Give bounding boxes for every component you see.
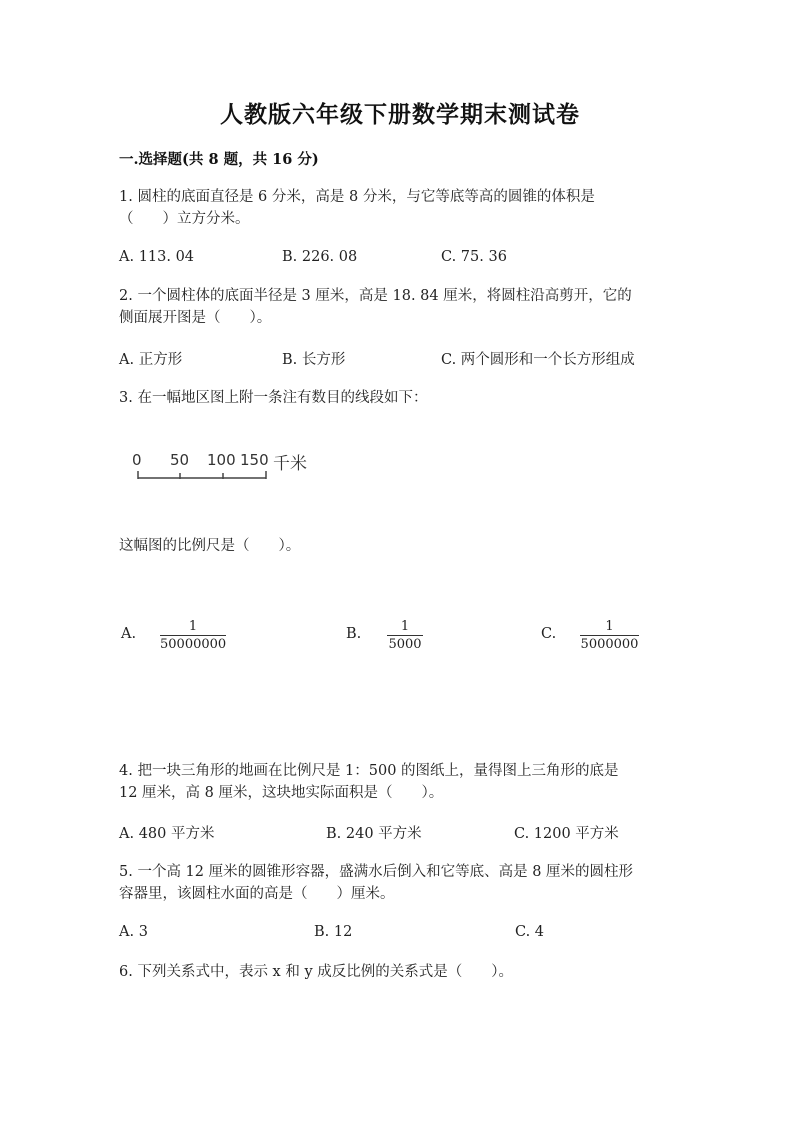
section-heading: 一.选择题(共 8 题，共 16 分): [119, 151, 319, 168]
question-3-follow-text: 这幅图的比例尺是（ ）。: [119, 538, 301, 554]
scale-unit-label: 千米: [273, 454, 307, 474]
question-3-option-c-fraction: [580, 619, 639, 653]
question-1-line-1: 1. 圆柱的底面直径是 6 分米，高是 8 分米，与它等底等高的圆锥的体积是: [119, 189, 595, 205]
question-6-line-1: 6. 下列关系式中，表示 x 和 y 成反比例的关系式是（ ）。: [119, 964, 513, 980]
question-1-line-2: （ ）立方分米。: [119, 211, 250, 227]
scale-tick-label-100: 100: [207, 451, 236, 469]
question-5-line-2: 容器里，该圆柱水面的高是（ ）厘米。: [119, 886, 395, 902]
question-2-line-1: 2. 一个圆柱体的底面半径是 3 厘米，高是 18. 84 厘米，将圆柱沿高剪开，它的: [119, 288, 632, 304]
question-2-option-b: B. 长方形: [282, 352, 346, 368]
scale-tick-label-150: 150: [240, 451, 269, 469]
question-5-option-a: A. 3: [119, 924, 148, 940]
question-1-option-c: C. 75. 36: [441, 249, 507, 265]
question-1-option-a: A. 113. 04: [119, 249, 195, 265]
question-3-option-b-label: B.: [346, 626, 362, 642]
question-3-option-b-fraction: [387, 619, 423, 653]
fraction-numerator: 1: [400, 619, 410, 634]
question-4-option-a: A. 480 平方米: [119, 826, 215, 842]
question-3-option-a-label: A.: [121, 626, 137, 642]
page-title: 人教版六年级下册数学期末测试卷: [220, 101, 580, 128]
question-5-option-c: C. 4: [515, 924, 545, 940]
scale-tick-label-0: 0: [132, 451, 142, 469]
question-5-line-1: 5. 一个高 12 厘米的圆锥形容器，盛满水后倒入和它等底、高是 8 厘米的圆柱形: [119, 864, 634, 880]
question-3-line-1: 3. 在一幅地区图上附一条注有数目的线段如下：: [119, 390, 428, 406]
question-2-line-2: 侧面展开图是（ ）。: [119, 310, 272, 326]
question-3-option-c-label: C.: [541, 626, 557, 642]
fraction-denominator: 50000000: [160, 637, 227, 652]
scale-bar-figure: [130, 448, 330, 488]
question-2-option-c: C. 两个圆形和一个长方形组成: [441, 352, 635, 368]
question-1-option-b: B. 226. 08: [282, 249, 358, 265]
fraction-numerator: 1: [188, 619, 198, 634]
fraction-denominator: 5000: [388, 637, 422, 652]
question-3-option-a-fraction: [160, 619, 226, 653]
question-4-line-2: 12 厘米，高 8 厘米，这块地实际面积是（ ）。: [119, 785, 444, 801]
question-2-option-a: A. 正方形: [119, 352, 183, 368]
scale-tick-label-50: 50: [170, 451, 190, 469]
question-5-option-b: B. 12: [314, 924, 353, 940]
question-4-line-1: 4. 把一块三角形的地画在比例尺是 1：500 的图纸上，量得图上三角形的底是: [119, 763, 619, 779]
question-4-option-c: C. 1200 平方米: [514, 826, 619, 842]
fraction-numerator: 1: [605, 619, 614, 634]
question-4-option-b: B. 240 平方米: [326, 826, 422, 842]
fraction-denominator: 5000000: [580, 637, 639, 652]
scale-line: [130, 448, 330, 488]
